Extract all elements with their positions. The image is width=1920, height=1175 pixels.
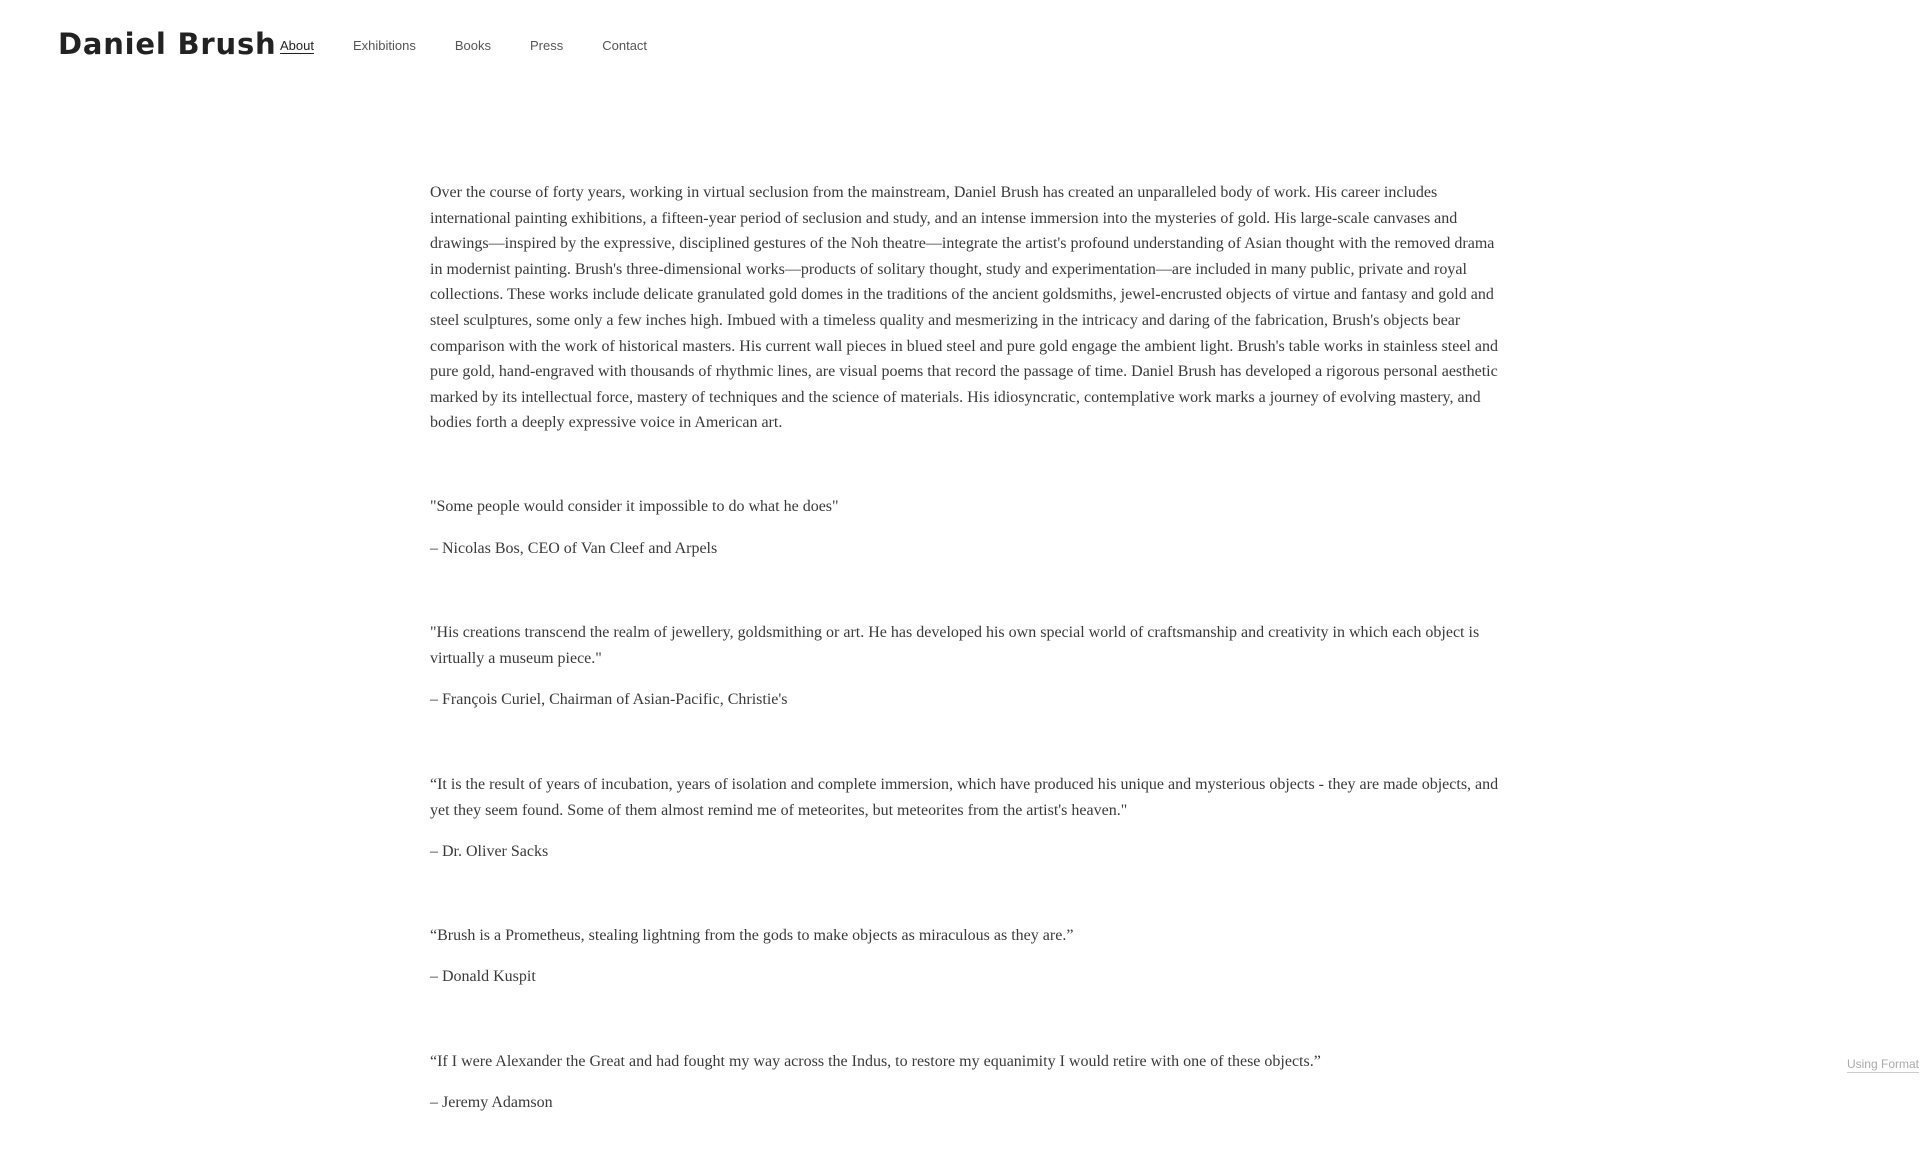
quote-author: – Jeremy Adamson xyxy=(430,1094,553,1112)
main-nav xyxy=(280,38,686,53)
quote-author: – Donald Kuspit xyxy=(430,968,536,986)
quote-block xyxy=(430,620,1502,713)
quote-text: “It is the result of years of incubation, years of isolation and complete immersion, which have produced his unique and mysterious objects - they are made objects, and yet they seem found. Some of them almost remind me of meteorites, but meteorites from the artist's heaven." xyxy=(430,775,1499,819)
quote-text: “If I were Alexander the Great and had fought my way across the Indus, to restore my equanimity I would retire with one of these objects.” xyxy=(430,1052,1321,1070)
quote-text: "His creations transcend the realm of jewellery, goldsmithing or art. He has developed his own special world of craftsmanship and creativity in which each object is virtually a museum piece." xyxy=(430,624,1480,667)
using-format-link[interactable]: Using Format xyxy=(1846,1057,1919,1071)
nav-item-contact[interactable]: Contact xyxy=(602,38,648,53)
nav-item-about[interactable]: About xyxy=(280,38,314,53)
nav-item-press[interactable]: Press xyxy=(530,38,564,53)
bio-paragraph: Over the course of forty years, working in virtual seclusion from the mainstream, Daniel Brush has created an unparalleled body of work. His career includes international painting exhibitions, a fifteen-year period of seclusion and study, and an intense immersion into the mysteries of gold. His large-scale canvases and drawings—inspired by the expressive, disciplined gestures of the Noh theatre—integrate the artist's profound understanding of Asian thought with the removed drama in modernist painting. Brush's three-dimensional works—products of solitary thought, study and experimentation—are included in many public, private and royal collections. These works include delicate granulated gold domes in the traditions of the ancient goldsmiths, jewel-encrusted objects of virtue and fantasy and gold and steel sculptures, some only a few inches high. Imbued with a timeless quality and mesmerizing in the intricacy and daring of the fabrication, Brush's objects bear comparison with the work of historical masters. His current wall pieces in blued steel and pure gold engage the ambient light. Brush's table works in stainless steel and pure gold, hand-engraved with thousands of rhythmic lines, are visual poems that record the passage of time. Daniel Brush has developed a rigorous personal aesthetic marked by its intellectual force, mastery of techniques and the science of materials. His idiosyncratic, contemplative work marks a journey of evolving mastery, and bodies forth a deeply expressive voice in American art. xyxy=(430,184,1498,432)
site-header xyxy=(0,0,1920,100)
quote-block xyxy=(430,772,1502,865)
nav-item-exhibitions[interactable]: Exhibitions xyxy=(352,38,416,53)
quote-block xyxy=(430,494,1502,561)
quote-author: – Dr. Oliver Sacks xyxy=(430,843,549,861)
site-title[interactable]: Daniel Brush xyxy=(58,27,277,61)
quote-author: – François Curiel, Chairman of Asian-Pacific, Christie's xyxy=(430,691,788,709)
quote-block xyxy=(430,1049,1502,1116)
quote-block xyxy=(430,923,1502,990)
about-content xyxy=(430,180,1502,1175)
quote-text: "Some people would consider it impossible to do what he does" xyxy=(430,497,839,515)
quote-author: – Nicolas Bos, CEO of Van Cleef and Arpels xyxy=(430,539,718,557)
quote-text: “Brush is a Prometheus, stealing lightning from the gods to make objects as miraculous as they are.” xyxy=(430,926,1074,944)
nav-item-books[interactable]: Books xyxy=(454,38,491,53)
